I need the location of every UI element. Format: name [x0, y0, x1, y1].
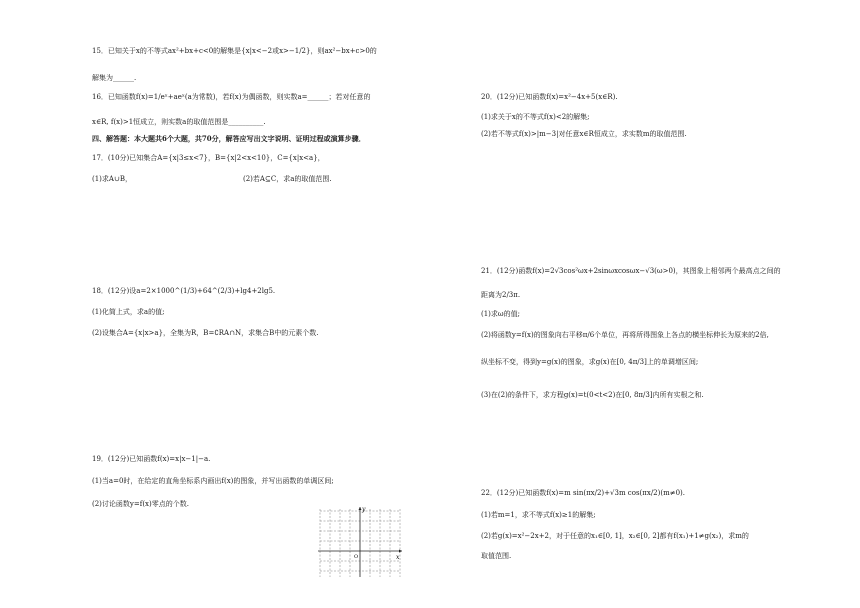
q15-line1: 15．已知关于x的不等式ax²+bx+c<0的解集是{x|x<−2或x>−1/2}，则ax²−bx+c>0的 [92, 47, 377, 55]
q21-part1: (1)求ω的值; [481, 310, 520, 318]
q20-part2: (2)若不等式f(x)>|m−3|对任意x∈R恒成立，求实数m的取值范围. [481, 130, 687, 138]
q17-part1: (1)求A∪B， [92, 175, 132, 183]
q22-part2-line2: 取值范围. [481, 552, 512, 560]
q21-stem-line1: 21．(12分)函数f(x)=2√3cos²ωx+2sinωxcosωx−√3(ω>0)，其图象上相邻两个最高点之间的 [481, 267, 781, 275]
q16-line2: x∈R, f(x)>1恒成立，则实数a的取值范围是__________. [92, 118, 266, 126]
q17-stem: 17．(10分)已知集合A={x|3≤x<7}，B={x|2<x<10}，C={x|x<a}， [92, 154, 325, 162]
q16-line1: 16．已知函数f(x)=1/eˣ+aeˣ(a为常数)，若f(x)为偶函数，则实数a=______；若对任意的 [92, 93, 371, 101]
q20-part1: (1)求关于x的不等式f(x)<2的解集; [481, 113, 590, 121]
q21-stem-line2: 距离为2/3π. [481, 291, 521, 299]
q21-part2-line2: 纵坐标不变，得到y=g(x)的图象，求g(x)在[0, 4π/3]上的单调增区间; [481, 358, 699, 366]
y-axis-label: y [362, 506, 366, 513]
x-axis-arrow [399, 550, 402, 553]
q22-part1: (1)若m=1，求不等式f(x)≥1的解集; [481, 511, 596, 519]
coordinate-grid [316, 505, 404, 581]
q18-stem: 18．(12分)设a=2×1000^(1/3)+64^(2/3)+lg4+2lg5. [92, 287, 276, 295]
q19-part1: (1)当a=0时，在给定的直角坐标系内画出f(x)的图象，并写出函数的单调区间; [92, 477, 334, 485]
q21-part2-line1: (2)将函数y=f(x)的图象向右平移π/6个单位，再将所得图象上各点的横坐标伸长为原来的2倍, [481, 331, 769, 339]
q20-stem: 20．(12分)已知函数f(x)=x²−4x+5(x∈R). [481, 93, 618, 101]
q22-part2-line1: (2)若g(x)=x²−2x+2，对于任意的x₁∈[0, 1]，x₂∈[0, 2]都有f(x₁)+1≠g(x₂)，求m的 [481, 532, 749, 540]
origin-label: O [354, 554, 359, 560]
q18-part1: (1)化简上式，求a的值; [92, 308, 165, 316]
q21-part3: (3)在(2)的条件下，求方程g(x)=t(0<t<2)在[0, 8π/3]内所有实根之和. [481, 391, 704, 399]
q22-stem: 22．(12分)已知函数f(x)=m sin(πx/2)+√3m cos(πx/2)(m≠0). [481, 489, 686, 497]
q19-stem: 19．(12分)已知函数f(x)=x|x−1|−a. [92, 455, 211, 463]
q15-line2: 解集为______. [92, 74, 137, 82]
x-axis-label: x [396, 554, 400, 561]
section-heading: 四、解答题：本大题共6个大题，共70分，解答应写出文字说明、证明过程或演算步骤． [92, 134, 366, 143]
q18-part2: (2)设集合A={x|x>a}，全集为R，B=∁RA∩N，求集合B中的元素个数. [92, 329, 319, 337]
q17-part2: (2)若A⊆C，求a的取值范围. [243, 175, 332, 183]
q19-part2: (2)讨论函数y=f(x)零点的个数. [92, 500, 189, 508]
